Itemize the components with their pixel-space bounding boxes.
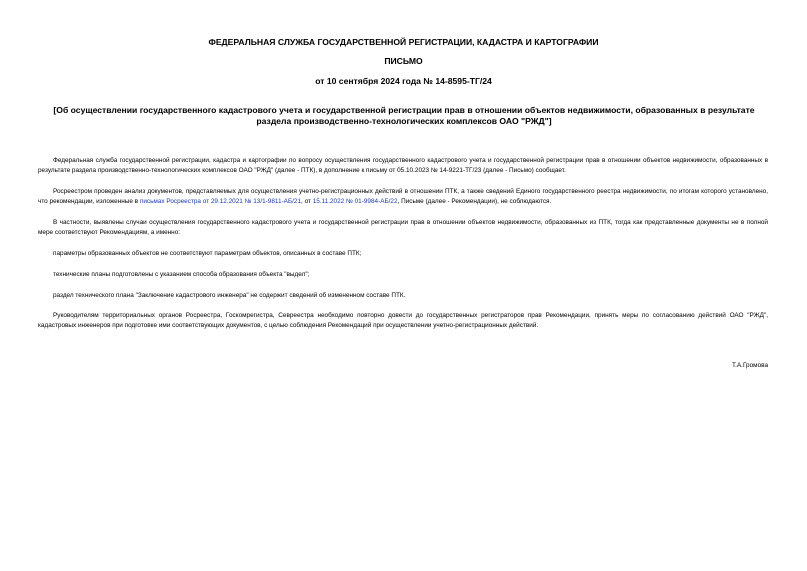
- paragraph-2-text: [38, 187, 768, 207]
- letter-link-2021[interactable]: письмах Росреестра от 29.12.2021 № 13/1-9811-АБ/21: [139, 198, 302, 205]
- list-item-2-text: технические планы подготовлены с указанием способа образования объекта "выдел";: [53, 271, 310, 278]
- paragraph-3: [38, 218, 768, 238]
- paragraph-2: [38, 187, 768, 207]
- signature: Т.А.Громова: [731, 362, 768, 369]
- paragraph-1: [38, 156, 768, 176]
- document-subject: [Об осуществлении государственного кадастрового учета и государственной регистрации прав в отношении объектов недвижимости, образованных в результате раздела производственно-технологических комплексов ОАО "РЖД"]: [53, 105, 755, 126]
- list-item-1-text: параметры образованных объектов не соответствуют параметрам объектов, описанных в составе ПТК;: [53, 250, 362, 257]
- paragraph-1-text: Федеральная служба государственной регистрации, кадастра и картографии по вопросу осуществления государственного кадастрового учета и государственной регистрации прав в отношении объектов недвижимости, образованных в результате раздела производственно-технологических комплексов ОАО "РЖД" (далее - ПТК), в дополнение к письму от 05.10.2023 № 14-9221-ТГ/23 (далее - Письмо) сообщает.: [38, 157, 768, 174]
- paragraph-3-text: В частности, выявлены случаи осуществления государственного кадастрового учета и государственной регистрации прав в отношении объектов недвижимости, образованных из ПТК, тогда как представленные документы не в полной мере соответствуют Рекомендациям, а именно:: [38, 219, 768, 236]
- paragraph-2-after: , Письме (далее - Рекомендации), не соблюдаются.: [397, 198, 552, 205]
- paragraph-7-text: Руководителям территориальных органов Росреестра, Госкомрегистра, Севреестра необходимо повторно довести до государственных регистраторов прав Рекомендации, принять меры по согласованию действий ОАО "РЖД", кадастровых инженеров при подготовке ими соответствующих документов, с целью соблюдения Рекомендаций при осуществлении учетно-регистрационных действий.: [38, 312, 768, 329]
- document-date-number: от 10 сентября 2024 года № 14-8595-ТГ/24: [315, 76, 492, 86]
- paragraph-7: [38, 311, 768, 331]
- letter-link-2022[interactable]: 15.11.2022 № 01-9984-АБ/22: [312, 198, 398, 205]
- document-type: ПИСЬМО: [384, 56, 423, 66]
- list-item-1: [38, 249, 768, 259]
- list-item-3: [38, 291, 768, 301]
- list-item-2: [38, 270, 768, 280]
- paragraph-2-mid: , от: [301, 198, 313, 205]
- organization-name: ФЕДЕРАЛЬНАЯ СЛУЖБА ГОСУДАРСТВЕННОЙ РЕГИСТРАЦИИ, КАДАСТРА И КАРТОГРАФИИ: [208, 37, 599, 47]
- list-item-3-text: раздел технического плана "Заключение кадастрового инженера" не содержит сведений об измененном составе ПТК.: [53, 292, 406, 299]
- paragraph-2-before: Росреестром проведен анализ документов, представляемых для осуществления учетно-регистрационных действий в отношении ПТК, а также сведений Единого государственного реестра недвижимости, по итогам которого установлено, что рекомендации, изложенные в: [38, 188, 768, 205]
